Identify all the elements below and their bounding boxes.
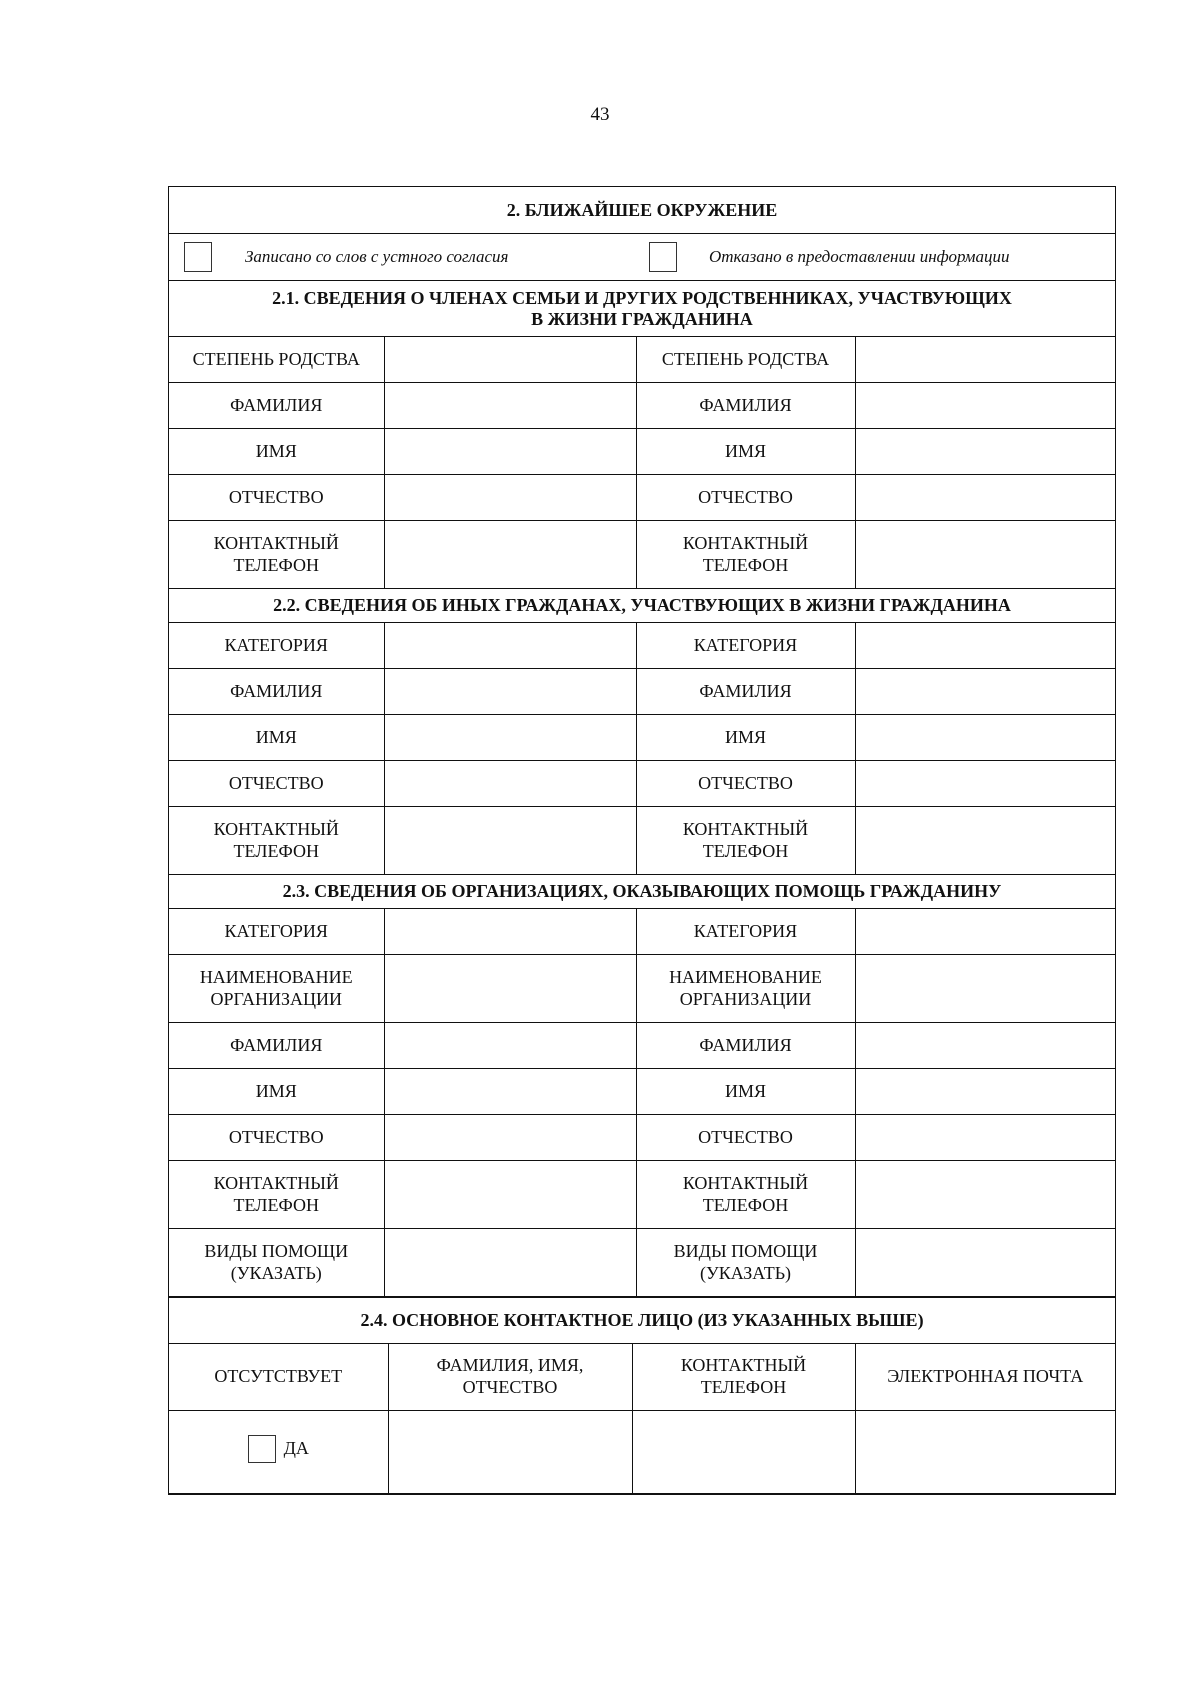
section-2-1-title-line2: В ЖИЗНИ ГРАЖДАНИНА bbox=[531, 308, 753, 329]
value-field[interactable] bbox=[384, 807, 636, 875]
row-label: КОНТАКТНЫЙ ТЕЛЕФОН bbox=[169, 1161, 384, 1229]
value-field[interactable] bbox=[384, 1069, 636, 1115]
row-label: ОТЧЕСТВО bbox=[169, 1115, 384, 1161]
page-number: 43 bbox=[590, 104, 610, 125]
row-label: КАТЕГОРИЯ bbox=[636, 909, 855, 955]
row-label: ОТЧЕСТВО bbox=[636, 761, 855, 807]
value-field[interactable] bbox=[384, 1115, 636, 1161]
section-2-3-title: 2.3. СВЕДЕНИЯ ОБ ОРГАНИЗАЦИЯХ, ОКАЗЫВАЮЩИХ ПОМОЩЬ ГРАЖДАНИНУ bbox=[169, 875, 1115, 909]
value-field[interactable] bbox=[855, 1161, 1115, 1229]
absent-yes-label: ДА bbox=[283, 1438, 309, 1459]
value-field[interactable] bbox=[384, 475, 636, 521]
section-2-1-title-line1: 2.1. СВЕДЕНИЯ О ЧЛЕНАХ СЕМЬИ И ДРУГИХ РОДСТВЕННИКАХ, УЧАСТВУЮЩИХ bbox=[272, 287, 1012, 308]
row-label: ФАМИЛИЯ bbox=[636, 383, 855, 429]
section-2-title: 2. БЛИЖАЙШЕЕ ОКРУЖЕНИЕ bbox=[169, 187, 1115, 234]
table-row bbox=[169, 1229, 1115, 1297]
table-row bbox=[169, 715, 1115, 761]
value-field[interactable] bbox=[855, 955, 1115, 1023]
table-row bbox=[169, 761, 1115, 807]
value-field[interactable] bbox=[384, 1023, 636, 1069]
value-field[interactable] bbox=[384, 955, 636, 1023]
row-label: ИМЯ bbox=[636, 715, 855, 761]
table-row bbox=[169, 521, 1115, 589]
table-row bbox=[169, 1023, 1115, 1069]
full-name-field[interactable] bbox=[388, 1411, 632, 1494]
consent-verbal-label: Записано со слов с устного согласия bbox=[245, 247, 509, 266]
value-field[interactable] bbox=[384, 623, 636, 669]
absent-yes-checkbox[interactable] bbox=[248, 1435, 276, 1463]
value-field[interactable] bbox=[384, 669, 636, 715]
value-field[interactable] bbox=[855, 521, 1115, 589]
row-label: СТЕПЕНЬ РОДСТВА bbox=[169, 337, 384, 383]
table-row bbox=[169, 669, 1115, 715]
value-field[interactable] bbox=[384, 337, 636, 383]
row-label: СТЕПЕНЬ РОДСТВА bbox=[636, 337, 855, 383]
value-field[interactable] bbox=[384, 909, 636, 955]
row-label: ОТЧЕСТВО bbox=[636, 475, 855, 521]
table-row bbox=[169, 337, 1115, 383]
value-field[interactable] bbox=[855, 669, 1115, 715]
section-2-4-title: 2.4. ОСНОВНОЕ КОНТАКТНОЕ ЛИЦО (ИЗ УКАЗАННЫХ ВЫШЕ) bbox=[169, 1297, 1115, 1344]
value-field[interactable] bbox=[855, 1229, 1115, 1297]
value-field[interactable] bbox=[855, 623, 1115, 669]
table-row bbox=[169, 475, 1115, 521]
value-field[interactable] bbox=[855, 1069, 1115, 1115]
row-label: ВИДЫ ПОМОЩИ (УКАЗАТЬ) bbox=[636, 1229, 855, 1297]
refused-info-checkbox[interactable] bbox=[649, 242, 677, 272]
row-label: КОНТАКТНЫЙ ТЕЛЕФОН bbox=[636, 807, 855, 875]
table-row bbox=[169, 1115, 1115, 1161]
header-full-name: ФАМИЛИЯ, ИМЯ, ОТЧЕСТВО bbox=[388, 1344, 632, 1411]
header-absent: ОТСУТСТВУЕТ bbox=[169, 1344, 388, 1411]
table-row bbox=[169, 955, 1115, 1023]
row-label: ИМЯ bbox=[169, 1069, 384, 1115]
value-field[interactable] bbox=[384, 761, 636, 807]
absent-cell bbox=[169, 1411, 388, 1494]
header-email: ЭЛЕКТРОННАЯ ПОЧТА bbox=[855, 1344, 1115, 1411]
value-field[interactable] bbox=[855, 761, 1115, 807]
row-label: ОТЧЕСТВО bbox=[169, 475, 384, 521]
value-field[interactable] bbox=[855, 715, 1115, 761]
value-field[interactable] bbox=[855, 1115, 1115, 1161]
section-2-1-title bbox=[169, 281, 1115, 337]
value-field[interactable] bbox=[855, 429, 1115, 475]
table-row bbox=[169, 909, 1115, 955]
row-label: ФАМИЛИЯ bbox=[169, 383, 384, 429]
row-label: ФАМИЛИЯ bbox=[636, 669, 855, 715]
row-label: КАТЕГОРИЯ bbox=[636, 623, 855, 669]
table-row bbox=[169, 429, 1115, 475]
value-field[interactable] bbox=[855, 337, 1115, 383]
absent-yes-option[interactable] bbox=[248, 1435, 309, 1463]
row-label: КАТЕГОРИЯ bbox=[169, 623, 384, 669]
row-label: КОНТАКТНЫЙ ТЕЛЕФОН bbox=[169, 521, 384, 589]
row-label: ИМЯ bbox=[169, 429, 384, 475]
value-field[interactable] bbox=[384, 429, 636, 475]
value-field[interactable] bbox=[855, 909, 1115, 955]
row-label: КОНТАКТНЫЙ ТЕЛЕФОН bbox=[169, 807, 384, 875]
relatives-table bbox=[169, 337, 1115, 589]
value-field[interactable] bbox=[855, 475, 1115, 521]
table-row bbox=[169, 807, 1115, 875]
table-row bbox=[169, 1411, 1115, 1494]
row-label: ФАМИЛИЯ bbox=[636, 1023, 855, 1069]
value-field[interactable] bbox=[384, 521, 636, 589]
table-row bbox=[169, 383, 1115, 429]
value-field[interactable] bbox=[384, 1161, 636, 1229]
row-label: ОТЧЕСТВО bbox=[636, 1115, 855, 1161]
table-row bbox=[169, 1069, 1115, 1115]
row-label: ФАМИЛИЯ bbox=[169, 1023, 384, 1069]
row-label: КОНТАКТНЫЙ ТЕЛЕФОН bbox=[636, 1161, 855, 1229]
row-label: ИМЯ bbox=[636, 429, 855, 475]
phone-field[interactable] bbox=[632, 1411, 855, 1494]
main-contact-table bbox=[169, 1344, 1115, 1494]
row-label: ИМЯ bbox=[169, 715, 384, 761]
row-label: НАИМЕНОВАНИЕ ОРГАНИЗАЦИИ bbox=[169, 955, 384, 1023]
value-field[interactable] bbox=[855, 1023, 1115, 1069]
consent-row bbox=[169, 234, 1115, 281]
value-field[interactable] bbox=[855, 807, 1115, 875]
table-header-row bbox=[169, 1344, 1115, 1411]
value-field[interactable] bbox=[384, 1229, 636, 1297]
table-row bbox=[169, 623, 1115, 669]
row-label: ОТЧЕСТВО bbox=[169, 761, 384, 807]
refused-info-label: Отказано в предоставлении информации bbox=[709, 247, 1010, 266]
organizations-table bbox=[169, 909, 1115, 1297]
value-field[interactable] bbox=[855, 383, 1115, 429]
row-label: КАТЕГОРИЯ bbox=[169, 909, 384, 955]
section-2-2-title: 2.2. СВЕДЕНИЯ ОБ ИНЫХ ГРАЖДАНАХ, УЧАСТВУЮЩИХ В ЖИЗНИ ГРАЖДАНИНА bbox=[169, 589, 1115, 623]
environment-form bbox=[168, 186, 1116, 1495]
header-phone: КОНТАКТНЫЙ ТЕЛЕФОН bbox=[632, 1344, 855, 1411]
row-label: ИМЯ bbox=[636, 1069, 855, 1115]
row-label: ВИДЫ ПОМОЩИ (УКАЗАТЬ) bbox=[169, 1229, 384, 1297]
value-field[interactable] bbox=[384, 715, 636, 761]
row-label: ФАМИЛИЯ bbox=[169, 669, 384, 715]
other-citizens-table bbox=[169, 623, 1115, 875]
table-row bbox=[169, 1161, 1115, 1229]
row-label: КОНТАКТНЫЙ ТЕЛЕФОН bbox=[636, 521, 855, 589]
value-field[interactable] bbox=[384, 383, 636, 429]
consent-verbal-checkbox[interactable] bbox=[184, 242, 212, 272]
email-field[interactable] bbox=[855, 1411, 1115, 1494]
row-label: НАИМЕНОВАНИЕ ОРГАНИЗАЦИИ bbox=[636, 955, 855, 1023]
